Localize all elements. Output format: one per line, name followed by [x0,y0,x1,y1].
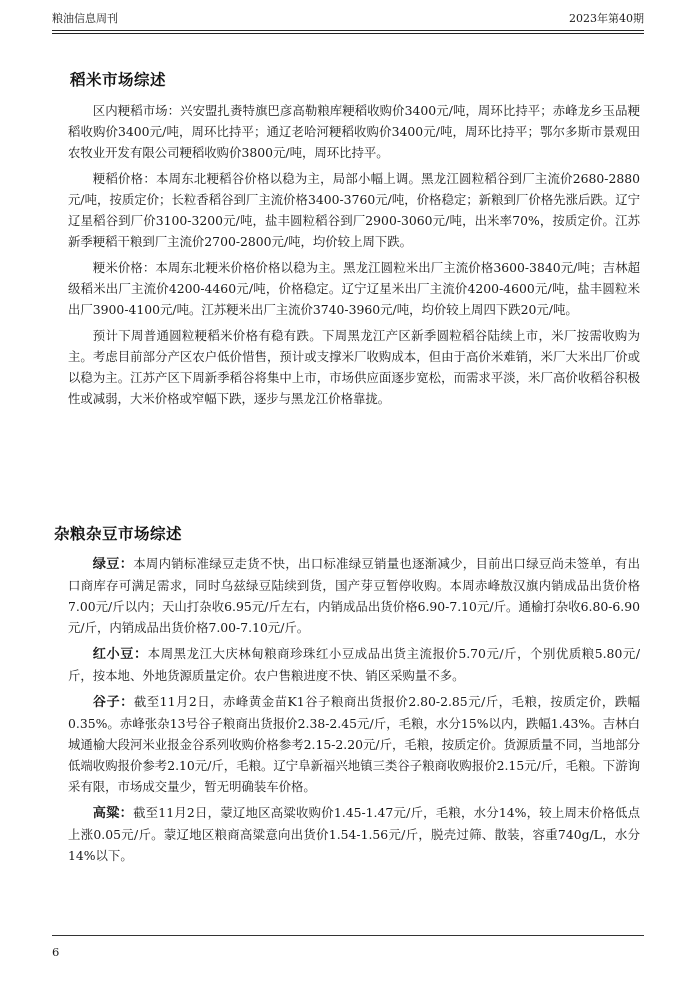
millet-label: 谷子： [92,695,134,710]
section-title-coarse-grains: 杂粮杂豆市场综述 [54,525,183,543]
red-bean-label: 红小豆： [92,647,148,662]
millet-text: 截至11月2日，赤峰黄金苗K1谷子粮商出货报价2.80-2.85元/斤，毛粮，按质定价，跌幅0.35%。赤峰张杂13号谷子粮商出货报价2.38-2.45元/斤，毛粮，水分15%以内，跌幅1.43%。吉林白城通榆大段河米业报金谷系列收购价格参考2.15-2.20元/斤，毛粮，按质定价。货源质量不同，当地部分低端收购报价参考2.10元/斤，毛粮。辽宁阜新福兴地镇三类谷子粮商收购报价2.15元/斤，毛粮。下游询采有限，市场成交量少，暂无明确装车价格。 [68,694,641,794]
mung-bean-paragraph [68,553,640,638]
rice-section-body [68,100,640,414]
page-header [52,0,644,36]
header-rule [52,30,644,31]
sorghum-label: 高粱： [92,806,134,821]
millet-paragraph [68,691,640,797]
sorghum-paragraph [68,802,640,866]
mung-bean-text: 本周内销标准绿豆走货不快，出口标准绿豆销量也逐渐减少，目前出口绿豆尚未签单，有出口商库存可满足需求，同时乌兹绿豆陆续到货，国产芽豆暂停收购。本周赤峰敖汉旗内销成品出货价格7.00元/斤以内；天山打杂收6.95元/斤左右，内销成品出货价格6.90-7.10元/斤。通榆打杂收6.80-6.90元/斤，内销成品出货价格7.00-7.10元/斤。 [68,556,641,635]
rice-paragraph-rice-price: 粳米价格：本周东北粳米价格价格以稳为主。黑龙江圆粒米出厂主流价格3600-3840元/吨；吉林超级稻米出厂主流价4200-4460元/吨，价格稳定。辽宁辽星米出厂主流价4200-4600元/吨，盐丰圆粒米出厂3900-4100元/吨。江苏粳米出厂主流价3740-3960元/吨，均价较上周四下跌20元/吨。 [68,260,640,317]
red-bean-paragraph [68,643,640,686]
publication-name: 粮油信息周刊 [52,12,118,25]
issue-number: 2023年第40期 [569,12,644,25]
page-number: 6 [52,945,60,959]
header-rule-thin [52,33,644,34]
section-title-rice: 稻米市场综述 [70,71,167,89]
mung-bean-label: 绿豆： [92,557,134,572]
rice-paragraph-paddy-price: 粳稻价格：本周东北粳稻谷价格以稳为主，局部小幅上调。黑龙江圆粒稻谷到厂主流价2680-2880元/吨，按质定价；长粒香稻谷到厂主流价格3400-3760元/吨，价格稳定；新粮到厂价格先涨后跌。辽宁辽星稻谷到厂价3100-3200元/吨，盐丰圆粒稻谷到厂2900-3060元/吨，出米率70%，按质定价。江苏新季粳稻干粮到厂主流价2700-2800元/吨，均价较上周下跌。 [68,171,640,249]
coarse-section-body [68,553,640,871]
rice-paragraph-regional: 区内粳稻市场：兴安盟扎赉特旗巴彦高勒粮库粳稻收购价3400元/吨，周环比持平；赤峰龙乡玉品粳稻收购价3400元/吨，周环比持平；通辽老哈河粳稻收购价3400元/吨，周环比持平；鄂尔多斯市景观田农牧业开发有限公司粳稻收购价3800元/吨，周环比持平。 [68,103,640,160]
rice-paragraph-outlook: 预计下周普通圆粒粳稻米价格有稳有跌。下周黑龙江产区新季圆粒稻谷陆续上市，米厂按需收购为主。考虑目前部分产区农户低价惜售，预计或支撑米厂收购成本，但由于高价米难销，米厂大米出厂价或以稳为主。江苏产区下周新季稻谷将集中上市，市场供应面逐步宽松，而需求平淡，米厂高价收稻谷积极性或减弱，大米价格或窄幅下跌，逐步与黑龙江价格靠拢。 [68,328,640,406]
sorghum-text: 截至11月2日，蒙辽地区高粱收购价1.45-1.47元/斤，毛粮，水分14%，较上周末价格低点上涨0.05元/斤。蒙辽地区粮商高粱意向出货价1.54-1.56元/斤，脱壳过筛、散装，容重740g/L，水分14%以下。 [68,805,641,863]
red-bean-text: 本周黑龙江大庆林甸粮商珍珠红小豆成品出货主流报价5.70元/斤，个别优质粮5.80元/斤，按本地、外地货源质量定价。农户售粮进度不快、销区采购量不多。 [68,646,640,683]
footer-rule [52,935,644,936]
